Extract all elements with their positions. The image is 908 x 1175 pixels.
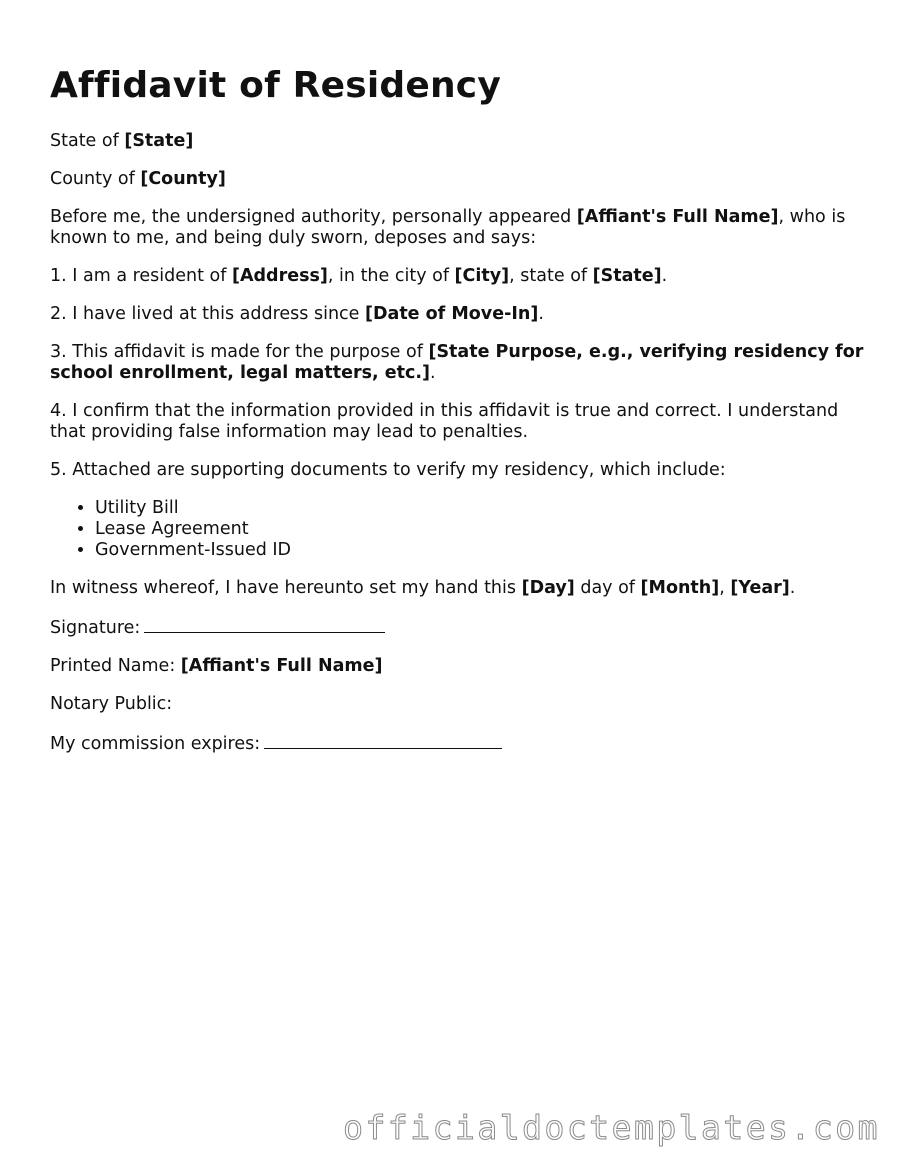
supporting-documents-list <box>50 498 870 561</box>
day-placeholder: [Day] <box>521 578 575 598</box>
statement-1-text-c: , state of <box>509 266 593 286</box>
document-page <box>50 0 870 755</box>
signature-label: Signature: <box>50 618 141 638</box>
statement-2 <box>50 304 870 325</box>
state-placeholder: [State] <box>124 131 194 151</box>
witness-clause <box>50 578 870 599</box>
intro-after: , who is known to me, and being duly sworn, deposes and says: <box>50 207 846 248</box>
statement-3-text-a: 3. This affidavit is made for the purpose of <box>50 342 429 362</box>
state-line <box>50 131 870 152</box>
statement-2-text-a: 2. I have lived at this address since <box>50 304 365 324</box>
commission-label: My commission expires: <box>50 734 261 754</box>
statement-2-text-b: . <box>538 304 544 324</box>
witness-text-c: , <box>719 578 731 598</box>
purpose-placeholder: [State Purpose, e.g., verifying residency for school enrollment, legal matters, etc.] <box>50 342 864 383</box>
signature-blank <box>144 616 385 633</box>
commission-blank <box>264 732 502 749</box>
list-item: • Utility Bill <box>95 498 870 519</box>
state-placeholder-2: [State] <box>592 266 662 286</box>
commission-expires-line <box>50 732 870 755</box>
watermark: officialdoctemplates.com <box>343 1108 880 1147</box>
month-placeholder: [Month] <box>640 578 720 598</box>
year-placeholder: [Year] <box>730 578 790 598</box>
notary-public-line: Notary Public: <box>50 694 173 714</box>
printed-name-placeholder: [Affiant's Full Name] <box>180 656 383 676</box>
county-line-prefix: County of <box>50 169 141 189</box>
address-placeholder: [Address] <box>231 266 328 286</box>
signature-line <box>50 616 870 639</box>
statement-3 <box>50 342 870 384</box>
affiant-name-placeholder: [Affiant's Full Name] <box>576 207 779 227</box>
statement-3-text-b: . <box>430 363 436 383</box>
move-in-date-placeholder: [Date of Move-In] <box>364 304 539 324</box>
printed-name-label: Printed Name: <box>50 656 181 676</box>
statement-4: 4. I confirm that the information provided in this affidavit is true and correct. I understand that providing false information may lead to penalties. <box>50 401 839 442</box>
witness-text-a: In witness whereof, I have hereunto set my hand this <box>50 578 522 598</box>
county-placeholder: [County] <box>140 169 226 189</box>
state-line-prefix: State of <box>50 131 125 151</box>
statement-1-text-b: , in the city of <box>327 266 455 286</box>
statement-1-text-d: . <box>661 266 668 286</box>
list-item: • Government-Issued ID <box>95 540 870 561</box>
statement-1-text-a: 1. I am a resident of <box>50 266 232 286</box>
city-placeholder: [City] <box>454 266 510 286</box>
witness-text-b: day of <box>574 578 641 598</box>
statement-1 <box>50 266 870 287</box>
statement-5: 5. Attached are supporting documents to verify my residency, which include: <box>50 460 726 480</box>
intro-paragraph <box>50 207 870 249</box>
intro-before: Before me, the undersigned authority, personally appeared <box>50 207 577 227</box>
printed-name-line <box>50 656 870 677</box>
witness-text-d: . <box>789 578 796 598</box>
list-item: • Lease Agreement <box>95 519 870 540</box>
county-line <box>50 169 870 190</box>
document-title: Affidavit of Residency <box>50 65 501 106</box>
